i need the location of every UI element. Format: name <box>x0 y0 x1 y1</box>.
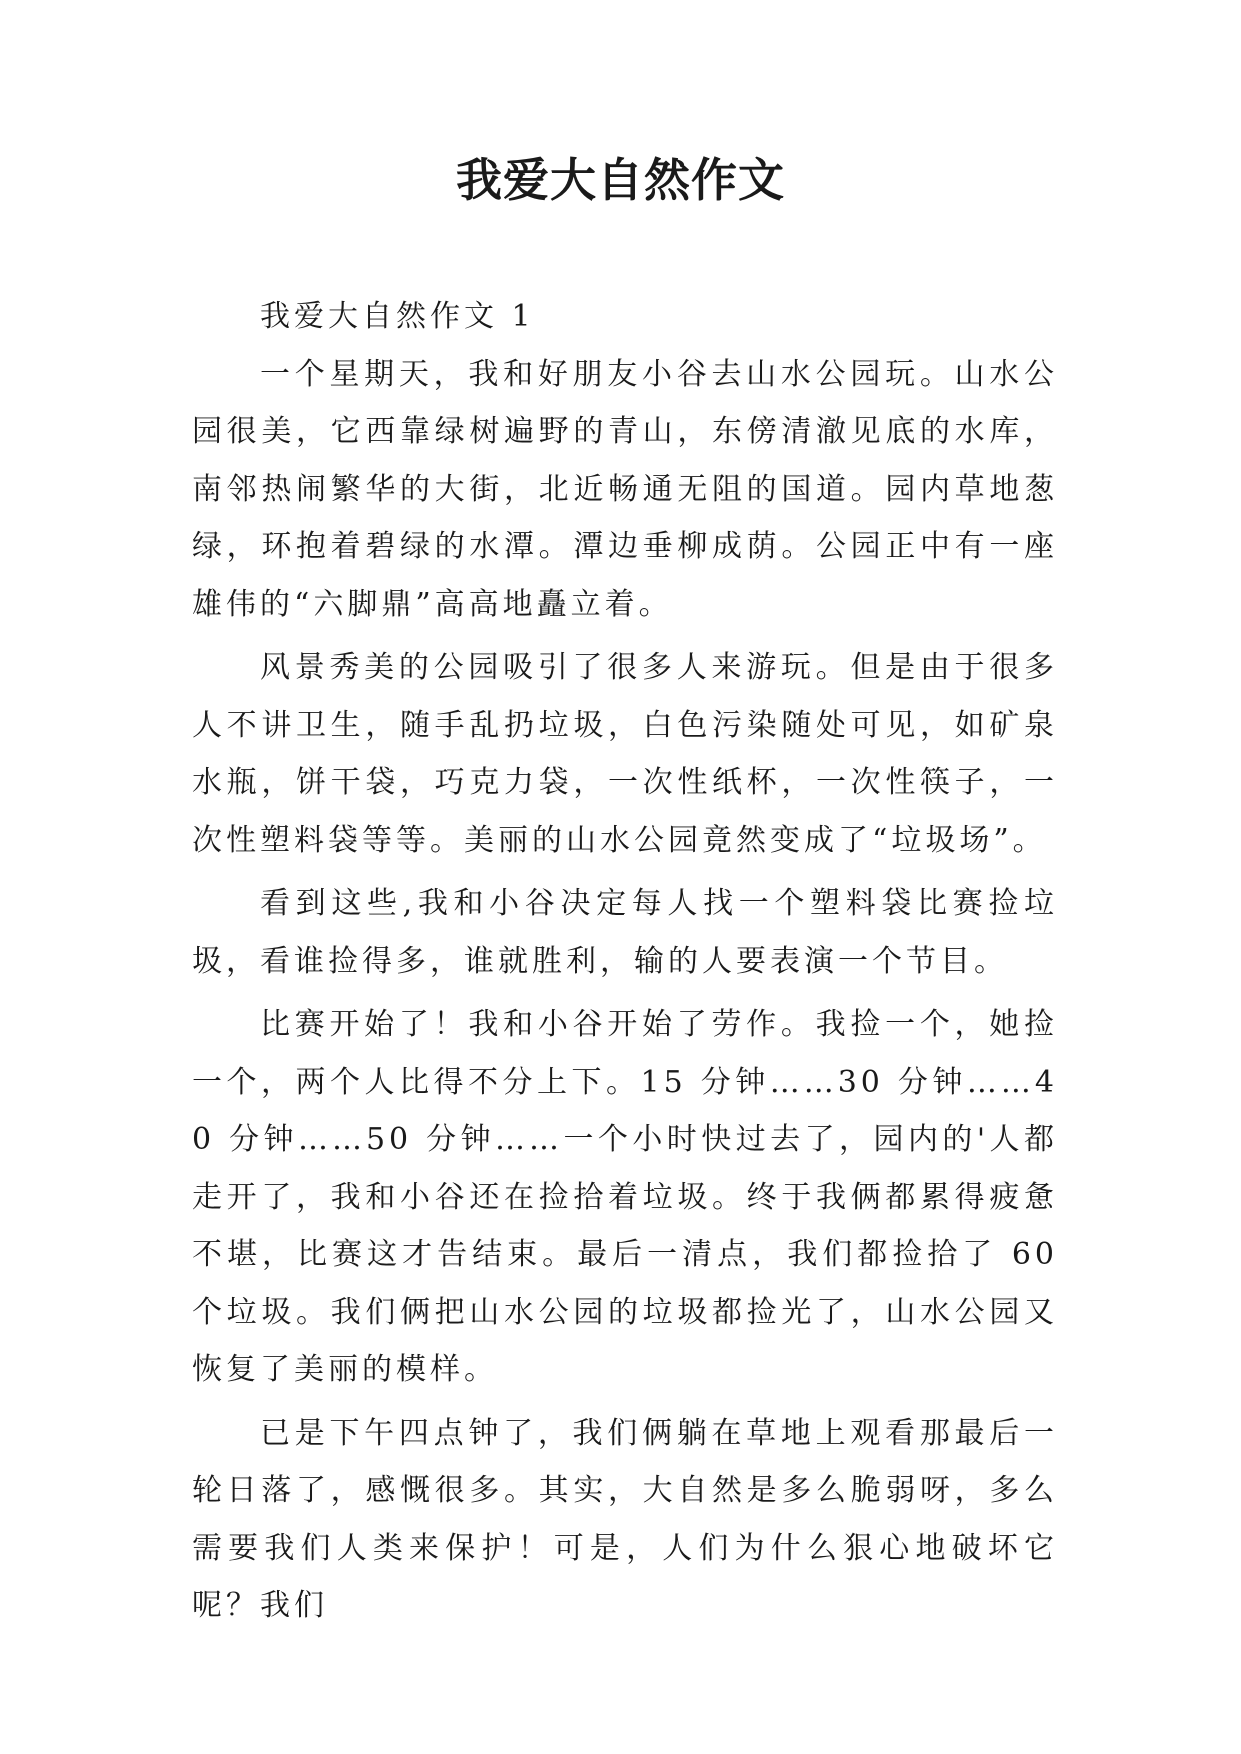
essay-subheading: 我爱大自然作文 1 <box>260 299 535 334</box>
paragraph-3: 看到这些,我和小谷决定每人找一个塑料袋比赛捡垃圾，看谁捡得多，谁就胜利，输的人要表演一个节目。 <box>192 886 1058 979</box>
paragraph-5: 已是下午四点钟了，我们俩躺在草地上观看那最后一轮日落了，感慨很多。其实，大自然是多么脆弱呀，多么需要我们人类来保护！可是，人们为什么狠心地破坏它呢？我们 <box>192 1415 1058 1623</box>
document-body <box>192 288 1058 1635</box>
document-title: 我爱大自然作文 <box>456 153 785 207</box>
paragraph-4: 比赛开始了！我和小谷开始了劳作。我捡一个，她捡一个，两个人比得不分上下。15 分钟……30 分钟……40 分钟……50 分钟……一个小时快过去了，园内的'人都走开了，我和小谷还在捡拾着垃圾。终于我俩都累得疲惫不堪，比赛这才告结束。最后一清点，我们都捡拾了 60 个垃圾。我们俩把山水公园的垃圾都捡光了，山水公园又恢复了美丽的模样。 <box>192 1007 1058 1387</box>
paragraph-1: 一个星期天，我和好朋友小谷去山水公园玩。山水公园很美，它西靠绿树遍野的青山，东傍清澈见底的水库，南邻热闹繁华的大街，北近畅通无阻的国道。园内草地葱绿，环抱着碧绿的水潭。潭边垂柳成荫。公园正中有一座雄伟的“六脚鼎”高高地矗立着。 <box>192 356 1058 622</box>
paragraph-2: 风景秀美的公园吸引了很多人来游玩。但是由于很多人不讲卫生，随手乱扔垃圾，白色污染随处可见，如矿泉水瓶，饼干袋，巧克力袋，一次性纸杯，一次性筷子，一次性塑料袋等等。美丽的山水公园竟然变成了“垃圾场”。 <box>192 650 1058 858</box>
